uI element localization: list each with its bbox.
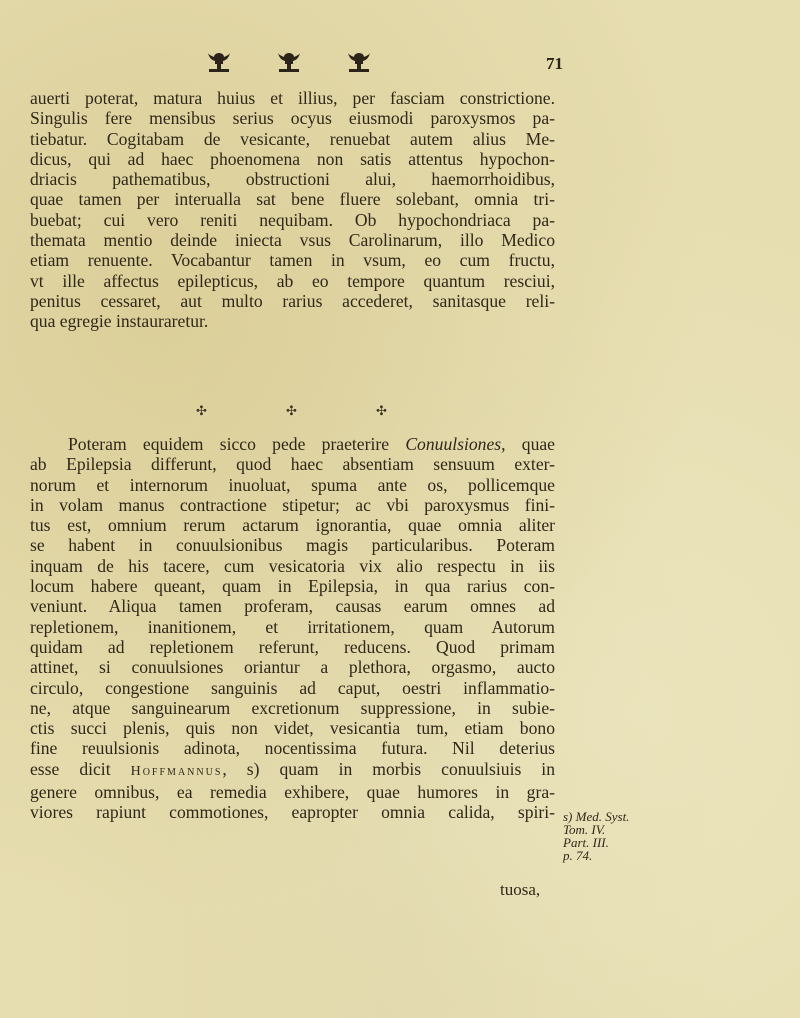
paragraph-2 <box>30 434 555 823</box>
text-line: Singulis fere mensibus serius ocyus eiusmodi paroxysmos pa- <box>30 108 555 129</box>
footnote-line: s) Med. Syst. <box>563 809 630 824</box>
text-line: etiam renuente. Vocabantur tamen in vsum, eo cum fructu, <box>30 250 555 271</box>
text-line: viores rapiunt commotiones, eapropter omnia calida, spiri- <box>30 802 555 823</box>
footnote-margin-note <box>563 810 629 862</box>
text-line: inquam de his tacere, cum vesicatoria vix alio respectu in iis <box>30 555 555 576</box>
text-line: repletionem, inanitionem, et irritationem, quam Autorum <box>30 616 555 637</box>
text-line: quidam ad repletionem referunt, reducens. Quod primam <box>30 636 555 657</box>
page-header <box>0 50 800 80</box>
text-line: qua egregie instauraretur. <box>30 311 209 332</box>
text-line: driacis pathematibus, obstructioni alui, haemorrhoidibus, <box>30 169 555 190</box>
text-line: attinet, si conuulsiones oriantur a plethora, orgasmo, aucto <box>30 657 555 678</box>
text-line: genere omnibus, ea remedia exhibere, quae humores in gra- <box>30 782 555 803</box>
emphasis-conuulsiones: Conuulsiones, <box>405 434 506 454</box>
text-line: in volam manus contractione stipetur; ac vbi paroxysmus fini- <box>30 494 555 515</box>
text-line: tiebatur. Cogitabam de vesicante, renuebat autem alius Me- <box>30 128 555 149</box>
paragraph-1 <box>30 88 555 332</box>
text-line: ctis succi plenis, quis non videt, vesicantia tum, etiam bono <box>30 718 555 739</box>
asterism-icon: ✣ <box>376 404 387 419</box>
text-line: norum et internorum inuoluat, spuma ante os, pollicemque <box>30 474 555 495</box>
asterism-icon: ✣ <box>196 404 207 419</box>
ornament-icon <box>276 50 302 74</box>
section-separator <box>0 404 800 420</box>
text-line: Poteram equidem sicco pede praeterire Conuulsiones, quae <box>68 434 555 454</box>
text-line: buebat; cui vero reniti nequibam. Ob hypochondriaca pa- <box>30 209 555 230</box>
text-line: vt ille affectus epilepticus, ab eo tempore quantum resciui, <box>30 270 555 291</box>
text-line: locum habere queant, quam in Epilepsia, in qua rarius con- <box>30 576 555 597</box>
text-line: tus est, omnium rerum actarum ignorantia, quae omnia aliter <box>30 515 555 536</box>
text-line: ab Epilepsia differunt, quod haec absentiam sensuum exter- <box>30 454 555 475</box>
text-line: se habent in conuulsionibus magis particularibus. Poteram <box>30 535 555 556</box>
text-line: dicus, qui ad haec phoenomena non satis attentus hypochon- <box>30 148 555 169</box>
text-line: ne, atque sanguinearum excretionum suppressione, in subie- <box>30 697 555 718</box>
page-number: 71 <box>546 54 563 73</box>
text-line: penitus cessaret, aut multo rarius accederet, sanitasque reli- <box>30 290 555 311</box>
ornament-icon <box>206 50 232 74</box>
text-line: circulo, congestione sanguinis ad caput, oestri inflammatio- <box>30 677 555 698</box>
footnote-line: Tom. IV. <box>563 822 606 837</box>
author-name-hoffmannus: Hoffmannus <box>130 763 223 779</box>
text-line: veniunt. Aliqua tamen proferam, causas earum omnes ad <box>30 596 555 617</box>
footnote-line: p. 74. <box>563 848 593 863</box>
asterism-icon: ✣ <box>286 404 297 419</box>
catchword: tuosa, <box>500 880 541 899</box>
text-line: fine reuulsionis adinota, nocentissima futura. Nil deterius <box>30 738 555 759</box>
text-line: themata mentio deinde iniecta vsus Carolinarum, illo Medico <box>30 230 555 251</box>
text-line: esse dicit Hoffmannus, s) quam in morbis conuulsiuis in <box>30 758 555 779</box>
text-line: auerti poterat, matura huius et illius, per fasciam constrictione. <box>30 88 555 108</box>
text-line: quae tamen per interualla sat bene fluere solebant, omnia tri- <box>30 189 555 210</box>
ornament-icon <box>346 50 372 74</box>
footnote-line: Part. III. <box>563 835 609 850</box>
